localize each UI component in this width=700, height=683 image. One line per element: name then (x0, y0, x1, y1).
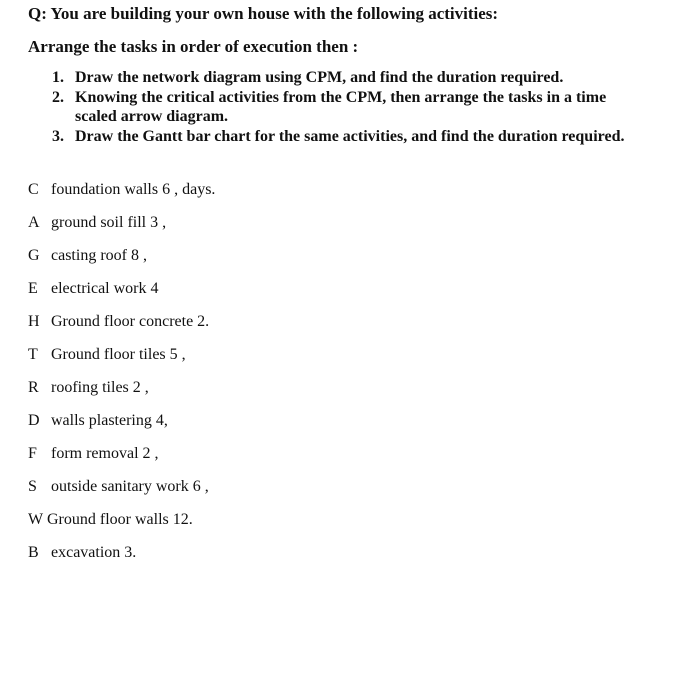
activity-text: foundation walls 6 , days. (51, 181, 216, 198)
activity-code: T (28, 346, 38, 363)
activity-item (28, 181, 215, 199)
activity-code: H (28, 313, 40, 330)
steps-list (52, 68, 644, 146)
activity-item (28, 346, 186, 364)
activity-text: outside sanitary work 6 , (51, 478, 209, 495)
step-number: 1. (52, 69, 64, 86)
step-text: Draw the Gantt bar chart for the same activities, and find the duration required. (75, 127, 625, 145)
activity-item (28, 445, 159, 463)
activity-item (28, 412, 168, 430)
step-item (52, 68, 644, 88)
activity-code: C (28, 181, 39, 198)
activity-item (28, 478, 209, 496)
activity-text: Ground floor tiles 5 , (51, 346, 186, 363)
activity-code: W (28, 511, 44, 528)
activity-item (28, 511, 193, 529)
question-heading: Q: You are building your own house with the following activities: (28, 4, 499, 23)
step-number: 2. (52, 88, 64, 106)
activity-text: walls plastering 4, (51, 412, 168, 429)
activity-text: excavation 3. (51, 544, 137, 561)
activity-code: B (28, 544, 39, 561)
activity-code: G (28, 247, 40, 264)
activity-text: casting roof 8 , (51, 247, 147, 264)
activity-code: S (28, 478, 37, 495)
activity-text: roofing tiles 2 , (51, 379, 149, 396)
step-item (52, 127, 644, 147)
instruction-text: Arrange the tasks in order of execution then : (28, 37, 359, 56)
activity-text: form removal 2 , (51, 445, 159, 462)
step-text: Knowing the critical activities from the CPM, then arrange the tasks in a time scaled arrow diagram. (75, 88, 607, 125)
activity-text: electrical work 4 (51, 280, 159, 297)
activity-item (28, 280, 159, 298)
activity-item (28, 247, 147, 265)
activity-text: Ground floor concrete 2. (51, 313, 210, 330)
activity-item (28, 214, 166, 232)
activity-item (28, 379, 149, 397)
activity-item (28, 544, 136, 562)
step-item (52, 88, 644, 127)
activity-code: D (28, 412, 40, 429)
step-number: 3. (52, 127, 64, 145)
activity-code: R (28, 379, 39, 396)
step-text: Draw the network diagram using CPM, and find the duration required. (75, 69, 564, 86)
activity-code: A (28, 214, 40, 231)
activity-text: ground soil fill 3 , (51, 214, 167, 231)
activity-text: Ground floor walls 12. (47, 511, 193, 528)
activity-item (28, 313, 209, 331)
activity-code: E (28, 280, 38, 297)
activity-code: F (28, 445, 37, 462)
